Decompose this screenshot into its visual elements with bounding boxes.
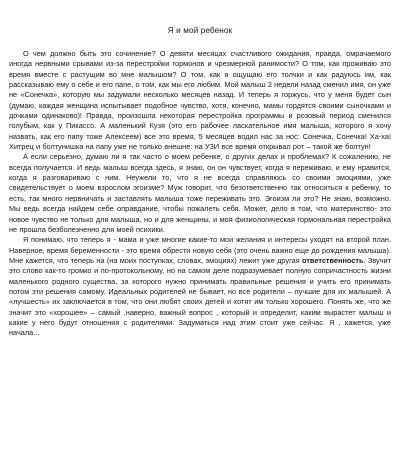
paragraph-3 <box>9 235 391 338</box>
paragraph-3-emphasis: ответственность <box>302 255 364 265</box>
paragraph-3-text-after: . Звучит это слово как-то громко и по-протокольному, но на самом деле подразумевает полную сопричастность жизни маленького родного существа, за которого нужно принимать правильные решения и учить его принимать потом эти решения самому. Идеальных родителей не бывает, но все родители – лучшие для их малышей. А «лучшесть» их заключается в том, что они любят своих детей и хотят им только хорошего. Понять же, что же значит это «хорошее» – самый ,наверно, важный вопрос , который и определит, каким вырастет малыш и какие у него будут отношения с родителями. Задуматься над этим стоит уже сейчас. Я , кажется, уже начала... <box>9 255 391 338</box>
paragraph-1: О чем должно быть это сочинение? О девяти месяцах счастливого ожидания, правда, омрачаемого иногда нервными срывами из-за перестройки гормонов и чрезмерной ранимости? О том, как проживаю это время вместе с растущим во мне малышом? О том, как я ощущаю его толчки и как радуюсь им, как рассказываю ему о себе и его папе, о том, как мы его любим. Мой малыш 2 недели назад сменил имя, он уже не «Сонечка», которую мы задумали несколько месяцев назад. И теперь я горжусь, что у меня будет сын (думаю, каждая женщина испытывает подобное чувство, хотя, конечно, мамы гордятся своими сыночками и дочками одинаково)! Правда, произошла некоторая перестройка программы и розовый период сменился голубым, как у Пикассо. А маленький Кузя (это его рабочее ласкательное имя малыша, которого я хочу назвать, как его папу тоже Алексеем) все это время, 5 месяцев водил нас за нос: Сонечка, Сонечка! Ха-ха! Хитрец и болтунишка на папу уже не только внешне: на УЗИ все время открывал рот – такой же болтун! <box>9 49 391 152</box>
paragraph-2: А если серьезно, думаю ли я так часто о моем ребенке, о других делах и проблемах? К сожалению, не всегда получается. И ведь малыш всегда здесь, я знаю, он он чувствует, когда я переживаю, и ему нравится, когда я разговариваю с ним. Неужели то, что я не всегда справляюсь со своими эмоциями, уже свидетельствует о моем взрослом эгоизме? Муж говорит, что безответственно так относиться к ребенку, то есть, так много нервничать и заставлять малыша тоже переживать это. Эгоизм ли это? Не знаю, возможно. Мы ведь всегда найдем себе оправдание, чтобы пожалеть себя. Может, дело в том, что материнство- это новое чувство не только для малыша, но и для женщины, и моя физиологическая гормональная перестройка не прошла безболезненно для моей психики. <box>9 152 391 234</box>
document-title: Я и мой ребенок <box>167 26 233 35</box>
paragraph-3-text-before: Я понимаю, что теперь я - мама и уже многие какие-то мои желания и интересы уходят на второй план. Наверное, время беременности - это время обрести новую себя (это очень важно еще до рождения малыша). Мне кажется, что теперь на (на моих поступках, словах, эмоциях) лежит уже другая <box>9 235 391 265</box>
